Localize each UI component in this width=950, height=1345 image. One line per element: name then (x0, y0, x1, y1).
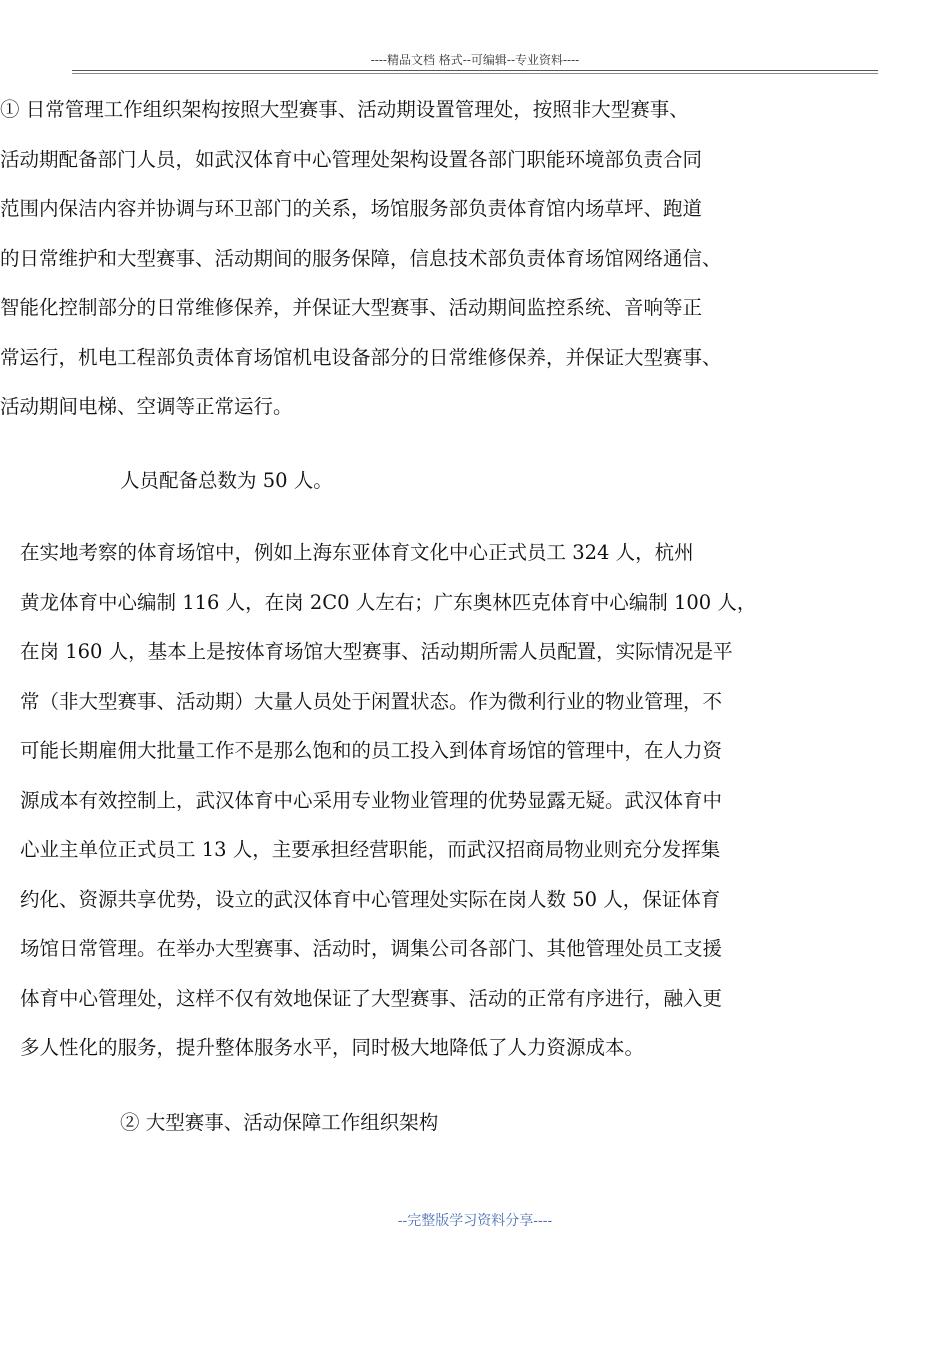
paragraph-line: 在实地考察的体育场馆中，例如上海东亚体育文化中心正式员工 324 人，杭州 (20, 541, 694, 564)
paragraph-line: 黄龙体育中心编制 116 人，在岗 2C0 人左右；广东奥林匹克体育中心编制 100 人， (20, 590, 757, 614)
paragraph-line: 多人性化的服务，提升整体服务水平，同时极大地降低了人力资源成本。 (20, 1036, 645, 1059)
paragraph-line: ② 大型赛事、活动保障工作组织架构 (120, 1111, 439, 1134)
paragraph-line: ① 日常管理工作组织架构按照大型赛事、活动期设置管理处，按照非大型赛事、 (0, 98, 689, 121)
paragraph-line: 智能化控制部分的日常维修保养，并保证大型赛事、活动期间监控系统、音响等正 (0, 296, 703, 319)
paragraph-line: 人员配备总数为 50 人。 (120, 469, 333, 492)
header-rule-top (72, 70, 878, 71)
paragraph-line: 可能长期雇佣大批量工作不是那么饱和的员工投入到体育场馆的管理中，在人力资 (20, 739, 723, 762)
paragraph-line: 常（非大型赛事、活动期）大量人员处于闲置状态。作为微利行业的物业管理，不 (20, 689, 723, 713)
page-footer: --完整版学习资料分享---- (397, 1213, 553, 1229)
header-rule-bottom (72, 73, 878, 74)
paragraph-line: 活动期配备部门人员，如武汉体育中心管理处架构设置各部门职能环境部负责合同 (0, 147, 703, 171)
page-header: ----精品文档 格式--可编辑--专业资料---- (370, 53, 580, 67)
paragraph-line: 的日常维护和大型赛事、活动期间的服务保障，信息技术部负责体育场馆网络通信、 (0, 246, 722, 270)
paragraph-line: 在岗 160 人，基本上是按体育场馆大型赛事、活动期所需人员配置，实际情况是平 (20, 640, 733, 663)
paragraph-site-survey (20, 528, 756, 1073)
paragraph-staff-total (120, 456, 333, 506)
paragraph-line: 心业主单位正式员工 13 人，主要承担经营职能，而武汉招商局物业则充分发挥集 (20, 838, 721, 861)
paragraph-line: 体育中心管理处，这样不仅有效地保证了大型赛事、活动的正常有序进行，融入更 (20, 986, 723, 1010)
paragraph-line: 活动期间电梯、空调等正常运行。 (0, 395, 293, 418)
paragraph-line: 场馆日常管理。在举办大型赛事、活动时，调集公司各部门、其他管理处员工支援 (20, 937, 723, 960)
paragraph-line: 源成本有效控制上，武汉体育中心采用专业物业管理的优势显露无疑。武汉体育中 (20, 788, 723, 812)
paragraph-event-support-heading (120, 1098, 438, 1148)
paragraph-daily-management (0, 85, 722, 432)
paragraph-line: 约化、资源共享优势，设立的武汉体育中心管理处实际在岗人数 50 人，保证体育 (20, 887, 721, 911)
paragraph-line: 常运行，机电工程部负责体育场馆机电设备部分的日常维修保养，并保证大型赛事、 (0, 345, 722, 369)
paragraph-line: 范围内保洁内容并协调与环卫部门的关系，场馆服务部负责体育馆内场草坪、跑道 (0, 197, 703, 220)
